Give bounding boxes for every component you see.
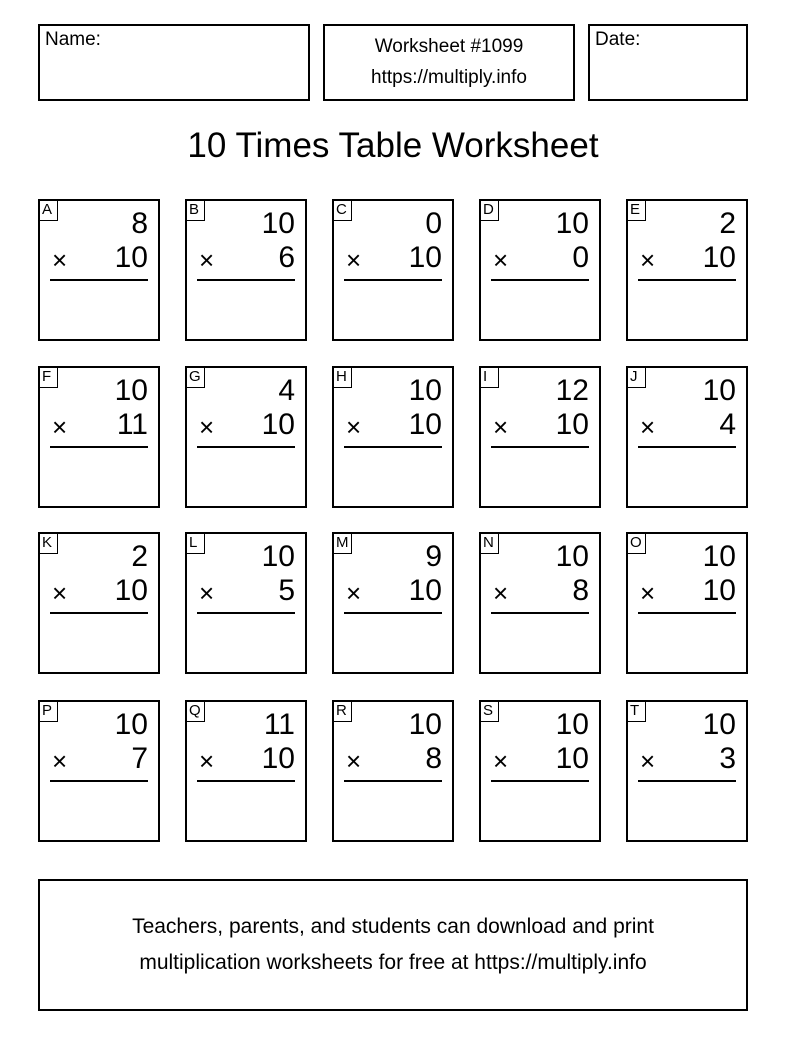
problem-letter: J — [626, 366, 646, 388]
answer-rule — [344, 446, 442, 448]
multiplicand: 2 — [131, 540, 148, 573]
multiplicand: 10 — [555, 708, 589, 741]
problem-letter: C — [332, 199, 352, 221]
name-field-box[interactable] — [38, 24, 310, 101]
multiplicand: 10 — [702, 540, 736, 573]
problem-card[interactable] — [332, 700, 454, 842]
multiplier: 10 — [702, 574, 736, 607]
multiplicand: 10 — [408, 708, 442, 741]
problem-letter: Q — [185, 700, 205, 722]
problem-card[interactable] — [332, 366, 454, 508]
answer-rule — [197, 612, 295, 614]
problem-card[interactable] — [479, 199, 601, 341]
multiplicand: 2 — [719, 207, 736, 240]
problem-letter: H — [332, 366, 352, 388]
multiplicand: 10 — [702, 708, 736, 741]
multiplier: 4 — [719, 408, 736, 441]
multiplier: 10 — [702, 241, 736, 274]
problem-card[interactable] — [185, 199, 307, 341]
multiplier: 0 — [572, 241, 589, 274]
problem-card[interactable] — [332, 199, 454, 341]
problem-letter: F — [38, 366, 58, 388]
times-sign: × — [493, 245, 509, 275]
answer-rule — [638, 612, 736, 614]
problem-card[interactable] — [626, 700, 748, 842]
worksheet-number: Worksheet #1099 — [374, 36, 524, 57]
times-sign: × — [346, 245, 362, 275]
multiplier: 11 — [116, 408, 148, 441]
times-sign: × — [199, 245, 215, 275]
multiplicand: 10 — [408, 374, 442, 407]
answer-rule — [491, 612, 589, 614]
multiplier: 10 — [408, 574, 442, 607]
multiplier: 10 — [555, 742, 589, 775]
answer-rule — [50, 446, 148, 448]
answer-rule — [638, 780, 736, 782]
answer-rule — [344, 780, 442, 782]
footer-line-1: Teachers, parents, and students can download and print — [132, 915, 654, 938]
multiplier: 10 — [261, 408, 295, 441]
answer-rule — [197, 780, 295, 782]
problem-card[interactable] — [626, 532, 748, 674]
answer-rule — [50, 612, 148, 614]
problem-letter: D — [479, 199, 499, 221]
multiplicand: 10 — [555, 207, 589, 240]
times-sign: × — [52, 412, 68, 442]
problem-letter: L — [185, 532, 205, 554]
date-label: Date: — [595, 29, 641, 50]
multiplier: 5 — [278, 574, 295, 607]
times-sign: × — [346, 578, 362, 608]
times-sign: × — [640, 578, 656, 608]
problem-card[interactable] — [479, 700, 601, 842]
site-url: https://multiply.info — [371, 67, 527, 88]
problem-card[interactable] — [38, 700, 160, 842]
answer-rule — [344, 612, 442, 614]
answer-rule — [491, 780, 589, 782]
multiplier: 6 — [278, 241, 295, 274]
answer-rule — [344, 279, 442, 281]
problem-card[interactable] — [38, 199, 160, 341]
multiplier: 8 — [425, 742, 442, 775]
times-sign: × — [640, 412, 656, 442]
times-sign: × — [199, 746, 215, 776]
problem-card[interactable] — [185, 532, 307, 674]
problem-card[interactable] — [185, 366, 307, 508]
multiplier: 10 — [555, 408, 589, 441]
problem-card[interactable] — [38, 366, 160, 508]
answer-rule — [50, 279, 148, 281]
problem-letter: O — [626, 532, 646, 554]
problem-letter: B — [185, 199, 205, 221]
problem-card[interactable] — [38, 532, 160, 674]
footer-box — [38, 879, 748, 1011]
answer-rule — [197, 446, 295, 448]
answer-rule — [638, 279, 736, 281]
date-field-box[interactable] — [588, 24, 748, 101]
problem-card[interactable] — [626, 366, 748, 508]
multiplier: 10 — [408, 241, 442, 274]
problem-letter: E — [626, 199, 646, 221]
worksheet-info-box — [323, 24, 575, 101]
multiplier: 10 — [408, 408, 442, 441]
multiplicand: 12 — [555, 374, 589, 407]
multiplicand: 10 — [702, 374, 736, 407]
page-title: 10 Times Table Worksheet — [187, 126, 599, 165]
times-sign: × — [52, 578, 68, 608]
problem-letter: P — [38, 700, 58, 722]
multiplicand: 10 — [261, 207, 295, 240]
multiplicand: 8 — [131, 207, 148, 240]
times-sign: × — [346, 412, 362, 442]
problem-letter: M — [332, 532, 352, 554]
problem-letter: R — [332, 700, 352, 722]
multiplicand: 10 — [555, 540, 589, 573]
problem-letter: A — [38, 199, 58, 221]
multiplier: 10 — [114, 574, 148, 607]
name-label: Name: — [45, 29, 101, 50]
multiplier: 7 — [131, 742, 148, 775]
multiplier: 3 — [719, 742, 736, 775]
multiplicand: 10 — [114, 374, 148, 407]
problem-card[interactable] — [332, 532, 454, 674]
times-sign: × — [493, 746, 509, 776]
times-sign: × — [346, 746, 362, 776]
problem-card[interactable] — [626, 199, 748, 341]
problem-card[interactable] — [185, 700, 307, 842]
multiplier: 10 — [114, 241, 148, 274]
multiplicand: 9 — [425, 540, 442, 573]
times-sign: × — [493, 578, 509, 608]
times-sign: × — [640, 746, 656, 776]
problem-card[interactable] — [479, 366, 601, 508]
answer-rule — [50, 780, 148, 782]
times-sign: × — [493, 412, 509, 442]
problem-letter: N — [479, 532, 499, 554]
footer-line-2: multiplication worksheets for free at https://multiply.info — [139, 951, 647, 974]
times-sign: × — [199, 578, 215, 608]
multiplicand: 11 — [263, 708, 295, 741]
multiplicand: 4 — [278, 374, 295, 407]
problem-letter: K — [38, 532, 58, 554]
times-sign: × — [199, 412, 215, 442]
problem-letter: I — [479, 366, 499, 388]
multiplicand: 10 — [261, 540, 295, 573]
answer-rule — [491, 446, 589, 448]
times-sign: × — [52, 245, 68, 275]
answer-rule — [638, 446, 736, 448]
multiplier: 10 — [261, 742, 295, 775]
multiplicand: 10 — [114, 708, 148, 741]
answer-rule — [491, 279, 589, 281]
problem-card[interactable] — [479, 532, 601, 674]
multiplier: 8 — [572, 574, 589, 607]
problem-letter: G — [185, 366, 205, 388]
answer-rule — [197, 279, 295, 281]
multiplicand: 0 — [425, 207, 442, 240]
times-sign: × — [640, 245, 656, 275]
times-sign: × — [52, 746, 68, 776]
problem-letter: S — [479, 700, 499, 722]
problem-letter: T — [626, 700, 646, 722]
